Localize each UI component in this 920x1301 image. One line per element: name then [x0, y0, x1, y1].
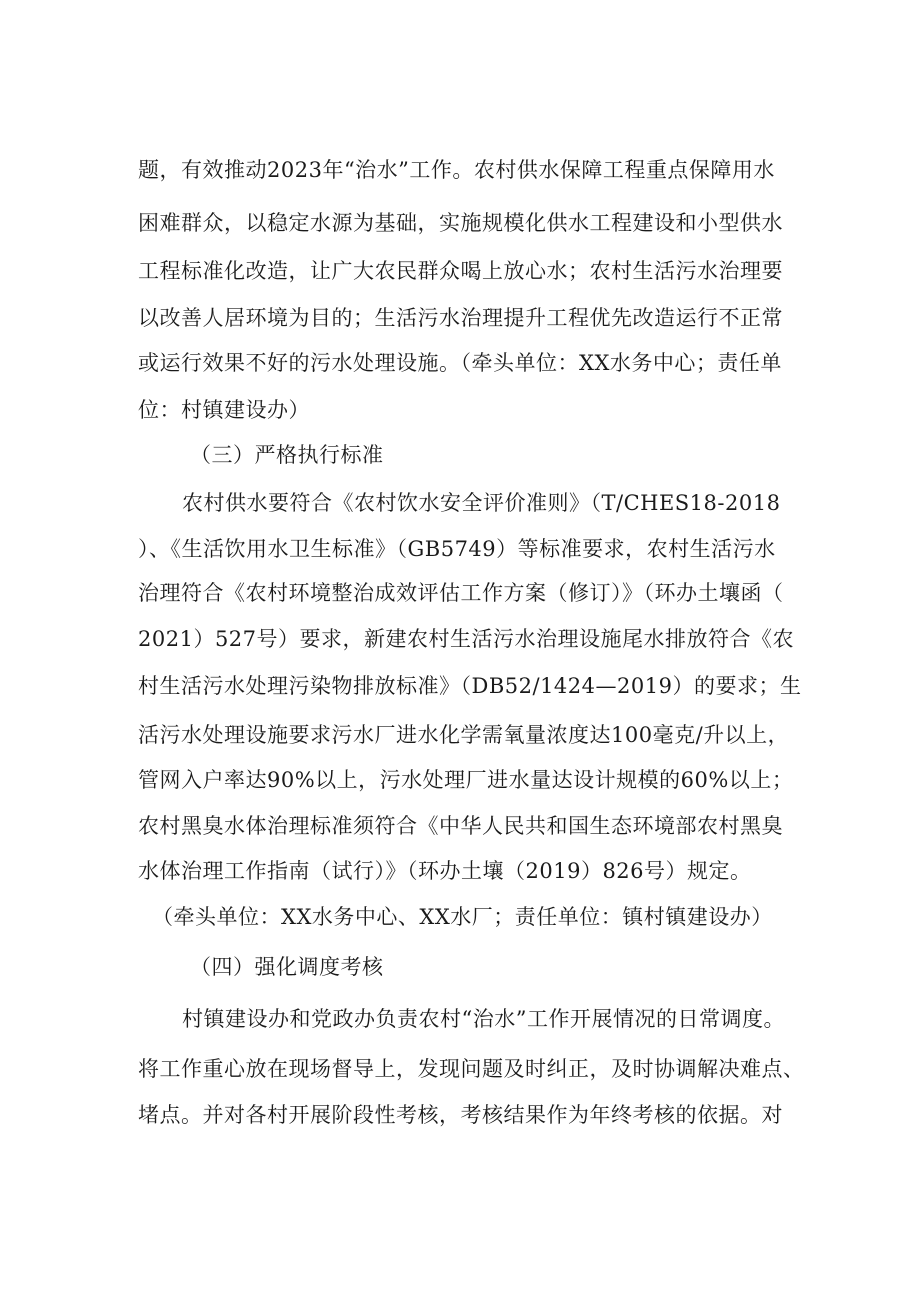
paragraph-line: 题，有效推动2023年“治水”工作。农村供水保障工程重点保障用水 [138, 158, 775, 182]
paragraph-line: 治理符合《农村环境整治成效评估工作方案（修订）》（环办土壤函（ [138, 581, 784, 605]
section-heading: （四）强化调度考核 [190, 955, 384, 979]
paragraph-line: 堵点。并对各村开展阶段性考核，考核结果作为年终考核的依据。对 [138, 1103, 783, 1127]
paragraph-line: 活污水处理设施要求污水厂进水化学需氧量浓度达100毫克/升以上， [138, 723, 790, 747]
paragraph-line: 困难群众，以稳定水源为基础，实施规模化供水工程建设和小型供水 [138, 211, 783, 235]
paragraph-line: 农村供水要符合《农村饮水安全评价准则》（T/CHES18-2018 [182, 491, 781, 515]
paragraph-line: （牵头单位：XX水务中心、XX水厂；责任单位：镇村镇建设办） [152, 905, 773, 929]
paragraph-line: 农村黑臭水体治理标准须符合《中华人民共和国生态环境部农村黑臭 [138, 814, 783, 838]
paragraph-line: 2021）527号）要求，新建农村生活污水治理设施尾水排放符合《农 [138, 627, 795, 651]
paragraph-line: ）、《生活饮用水卫生标准》（GB5749）等标准要求，农村生活污水 [138, 537, 776, 561]
paragraph-line: 或运行效果不好的污水处理设施。（牵头单位：XX水务中心；责任单 [138, 351, 782, 375]
section-heading: （三）严格执行标准 [190, 443, 384, 467]
paragraph-line: 以改善人居环境为目的；生活污水治理提升工程优先改造运行不正常 [138, 306, 783, 330]
paragraph-line: 工程标准化改造，让广大农民群众喝上放心水；农村生活污水治理要 [138, 259, 783, 283]
paragraph-line: 村生活污水处理污染物排放标准》（DB52/1424—2019）的要求；生 [138, 674, 802, 698]
paragraph-line: 水体治理工作指南（试行）》（环办土壤（2019）826号）规定。 [138, 859, 752, 883]
paragraph-line: 将工作重心放在现场督导上，发现问题及时纠正，及时协调解决难点、 [138, 1057, 805, 1081]
paragraph-line: 位：村镇建设办） [138, 398, 310, 422]
paragraph-line: 管网入户率达90%以上，污水处理厂进水量达设计规模的60%以上； [138, 768, 794, 792]
paragraph-line: 村镇建设办和党政办负责农村“治水”工作开展情况的日常调度。 [182, 1007, 785, 1031]
